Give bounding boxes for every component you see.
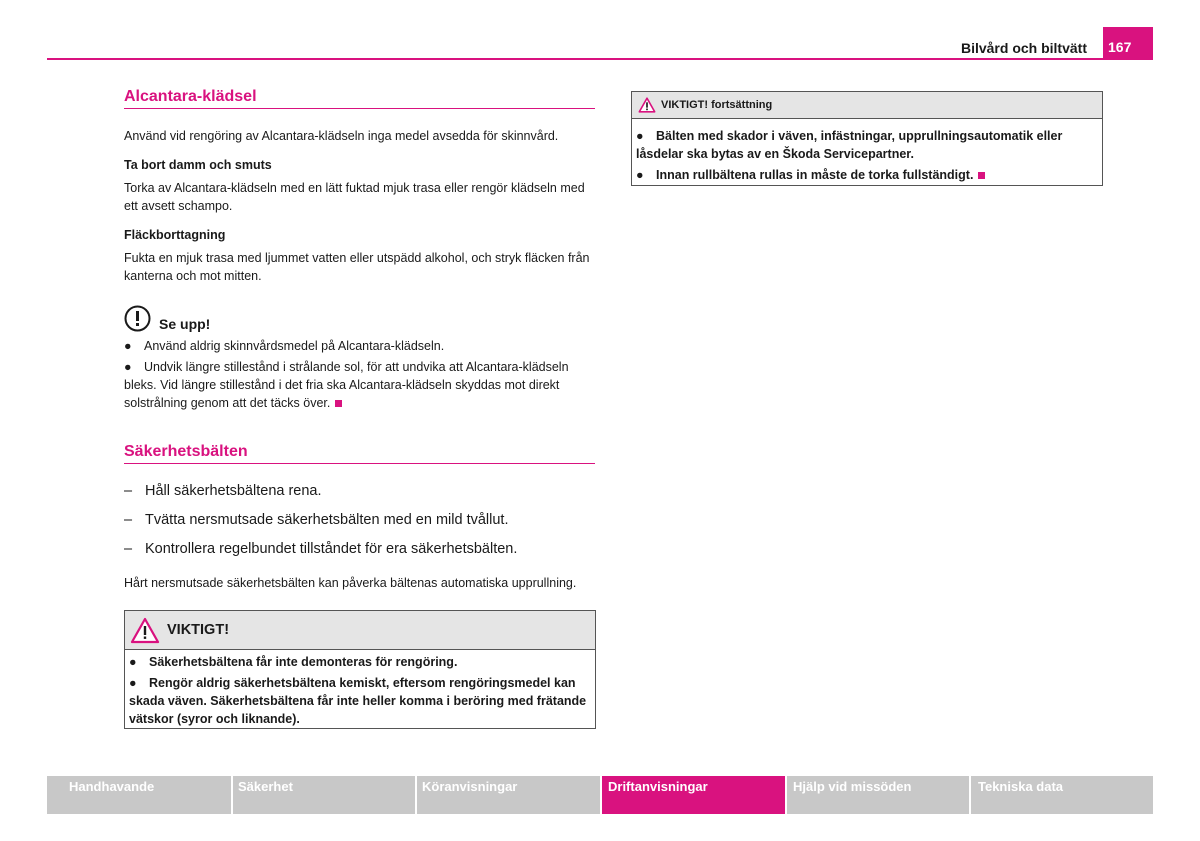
list-item: – Håll säkerhetsbältena rena. bbox=[124, 483, 322, 499]
list-item: – Tvätta nersmutsade säkerhetsbälten med en mild tvållut. bbox=[124, 512, 509, 528]
alcantara-intro: Använd vid rengöring av Alcantara-klädseln inga medel avsedda för skinnvård. bbox=[124, 129, 559, 143]
list-item: ● Rengör aldrig säkerhetsbältena kemiskt, eftersom rengöringsmedel kan skada väven. Säkerhetsbältena får inte heller komma i beröring med frätande vätskor (syror och liknande). bbox=[129, 676, 587, 726]
warning-box-header bbox=[632, 92, 1102, 119]
tab-koranvisningar[interactable]: Köranvisningar bbox=[417, 776, 600, 814]
bullet-icon: ● bbox=[124, 360, 132, 374]
warning-continued-list bbox=[632, 119, 1102, 184]
bullet-icon: ● bbox=[129, 655, 137, 669]
subheading-dust: Ta bort damm och smuts bbox=[124, 158, 272, 172]
subheading-stain: Fläckborttagning bbox=[124, 228, 226, 242]
tab-sakerhet[interactable]: Säkerhet bbox=[233, 776, 415, 814]
list-item: ● Använd aldrig skinnvårdsmedel på Alcantara-klädseln. bbox=[124, 339, 445, 353]
bullet-icon: ● bbox=[124, 339, 132, 353]
section-rule bbox=[124, 463, 595, 464]
exclamation-circle-icon bbox=[124, 305, 151, 332]
steps-list bbox=[124, 481, 599, 559]
bullet-icon: ● bbox=[129, 676, 137, 690]
warning-triangle-icon bbox=[638, 97, 656, 113]
warning-box bbox=[124, 610, 596, 729]
header-rule bbox=[47, 58, 1153, 60]
belts-note: Hårt nersmutsade säkerhetsbälten kan påverka bältenas automatiska upprullning. bbox=[124, 576, 577, 590]
bullet-icon: ● bbox=[636, 129, 644, 143]
warning-list bbox=[125, 650, 595, 728]
running-header: Bilvård och biltvätt bbox=[960, 40, 1087, 56]
paragraph-dust: Torka av Alcantara-klädseln med en lätt fuktad mjuk trasa eller rengör klädseln med ett avsett schampo. bbox=[124, 181, 585, 213]
list-item: ● Säkerhetsbältena får inte demonteras för rengöring. bbox=[129, 655, 458, 669]
warning-continued-box bbox=[631, 91, 1103, 186]
caution-list bbox=[124, 337, 596, 412]
bullet-icon: ● bbox=[636, 168, 644, 182]
tab-tekniska-data[interactable]: Tekniska data bbox=[971, 776, 1153, 814]
caution-title: Se upp! bbox=[159, 316, 211, 332]
caution-heading bbox=[124, 305, 210, 332]
warning-box-header bbox=[125, 611, 595, 650]
list-item: ● Innan rullbältena rullas in måste de torka fullständigt. bbox=[636, 166, 1098, 184]
tab-driftanvisningar[interactable]: Driftanvisningar bbox=[602, 776, 785, 814]
list-item: ● Bälten med skador i väven, infästningar, upprullningsautomatik eller låsdelar ska bytas av en Škoda Servicepartner. bbox=[636, 129, 1063, 161]
section-title-belts: Säkerhetsbälten bbox=[124, 443, 248, 460]
paragraph-stain: Fukta en mjuk trasa med ljummet vatten eller utspädd alkohol, och stryk fläcken från kanterna och mot mitten. bbox=[124, 251, 590, 283]
end-square-icon bbox=[335, 400, 342, 407]
warning-continued-title: VIKTIGT! fortsättning bbox=[661, 99, 773, 111]
list-item: ● Undvik längre stillestånd i strålande sol, för att undvika att Alcantara-klädseln bleks. Vid längre stillestånd i det fria ska Alcantara-klädseln skyddas mot direkt solstrålning genom att det täcks över. bbox=[124, 360, 569, 410]
page-number: 167 bbox=[1103, 27, 1153, 60]
tab-hjalp-vid-missoden[interactable]: Hjälp vid missöden bbox=[787, 776, 969, 814]
end-square-icon bbox=[978, 172, 985, 179]
section-rule bbox=[124, 108, 595, 109]
list-item: – Kontrollera regelbundet tillståndet för era säkerhetsbälten. bbox=[124, 541, 518, 557]
section-title-alcantara: Alcantara-klädsel bbox=[124, 88, 257, 105]
warning-triangle-icon bbox=[130, 617, 160, 644]
tab-handhavande[interactable]: Handhavande bbox=[47, 776, 231, 814]
warning-title: VIKTIGT! bbox=[167, 622, 230, 638]
